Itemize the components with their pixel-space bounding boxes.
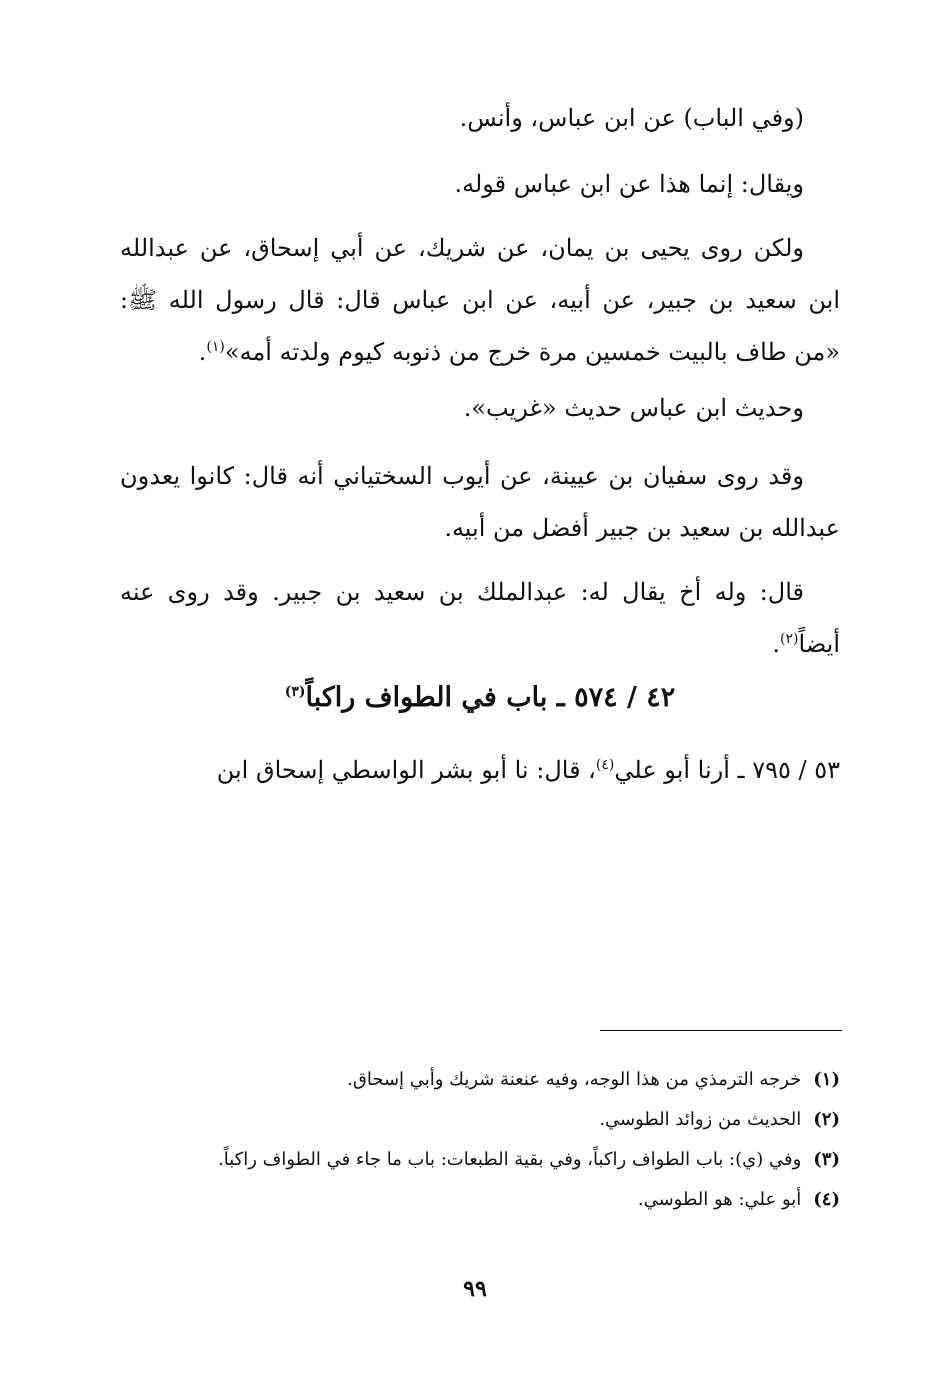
footnote-ref-2: (٢) <box>780 631 799 647</box>
paragraph-hadith-narration: ولكن روى يحيى بن يمان، عن شريك، عن أبي إسحاق، عن عبدالله ابن سعيد بن جبير، عن أبيه، عن ابن عباس قال: قال رسول الله ﷺ: «من طاف بالبيت خمسين مرة خرج من ذنوبه كيوم ولدته أمه»$^{(١)}$. <box>120 234 841 366</box>
chapter-heading: ٤٢ / ٥٧٤ ـ باب في الطواف راكباً$^{(٣)}$ <box>284 682 676 713</box>
footnote-ref-3: (٣) <box>284 684 306 700</box>
page-number: ٩٩ <box>463 1276 487 1302</box>
footnote-1: (١)خرجه الترمذي من هذا الوجه، وفيه عنعنة شريك وأبي إسحاق. <box>347 1069 840 1090</box>
footnotes <box>120 1060 840 1220</box>
paragraph-sufyan: وقد روى سفيان بن عيينة، عن أيوب السختياني أنه قال: كانوا يعدون عبدالله بن سعيد بن جبير أفضل من أبيه. <box>120 462 840 542</box>
footnote-4: (٤)أبو علي: هو الطوسي. <box>637 1189 840 1210</box>
paragraph-hadith-start: ٥٣ / ٧٩٥ ـ أرنا أبو علي$^{(٤)}$، قال: نا أبو بشر الواسطي إسحاق ابن <box>216 756 840 784</box>
paragraph-brother: قال: وله أخ يقال له: عبدالملك بن سعيد بن جبير. وقد روى عنه أيضاً$^{(٢)}$. <box>120 578 840 658</box>
footnote-ref-1: (١) <box>206 339 225 355</box>
paragraph-chapter-note: (وفي الباب) عن ابن عباس، وأنس. <box>459 104 804 132</box>
footnote-separator <box>600 1030 842 1031</box>
footnote-2: (٢)الحديث من زوائد الطوسي. <box>599 1109 840 1130</box>
paragraph-saying: ويقال: إنما هذا عن ابن عباس قوله. <box>454 170 804 198</box>
footnote-3: (٣)وفي (ي): باب الطواف راكباً، وفي بقية الطبعات: باب ما جاء في الطواف راكباً. <box>218 1149 840 1170</box>
paragraph-grading: وحديث ابن عباس حديث «غريب». <box>463 394 804 422</box>
footnote-ref-4: (٤) <box>595 757 615 773</box>
